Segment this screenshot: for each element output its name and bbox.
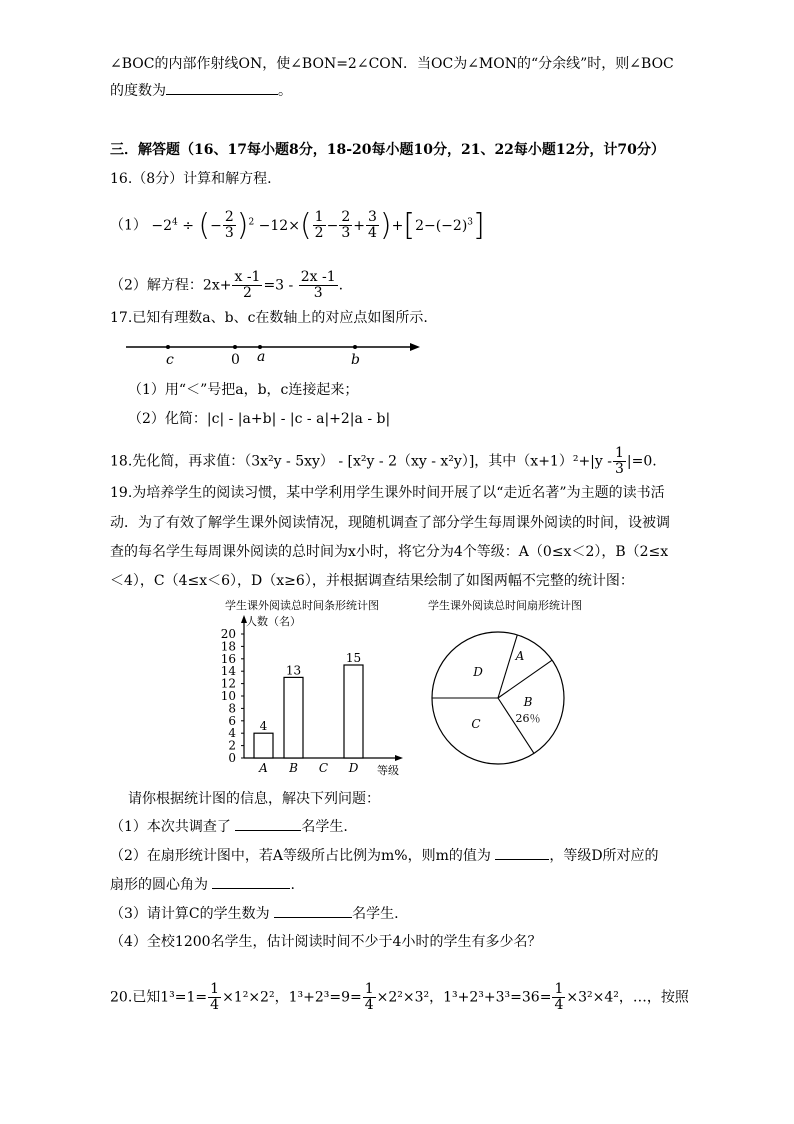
y-tick-label: 12	[220, 676, 236, 691]
slice-value-B: 26％	[515, 712, 541, 725]
answer-blank[interactable]	[212, 888, 290, 889]
bar-chart-title: 学生课外阅读总时间条形统计图	[225, 599, 379, 612]
y-tick-label: 2	[228, 738, 236, 753]
bar-B	[284, 677, 303, 758]
point-c	[166, 345, 170, 349]
label-c: c	[166, 352, 174, 368]
q16-part2: （2）解方程：2x+ $\frac{x -1}{2}$ =3 - $\frac{2x -1}{3}$ .	[110, 269, 344, 301]
q18: 18.先化简，再求值：（3x²y - 5xy） - [x²y - 2（xy - x²y）]，其中（x+1）²+|y - $\frac{1}{3}$ |=0.	[110, 445, 657, 477]
label-0: 0	[231, 352, 240, 368]
q16-title: 16.（8分）计算和解方程.	[110, 171, 272, 187]
q19-prompt: 请你根据统计图的信息，解决下列问题：	[128, 791, 380, 807]
y-tick-label: 10	[220, 689, 236, 703]
x-tick-label: D	[348, 761, 359, 775]
slice-label-C: C	[471, 717, 481, 731]
x-axis-label: 等级	[377, 764, 399, 777]
y-tick-label: 16	[220, 651, 236, 666]
q17-part1: （1）用“＜”号把a，b，c连接起来；	[128, 382, 359, 398]
q19-part3: （3）请计算C的学生数为 名学生.	[110, 906, 399, 922]
answer-blank[interactable]	[274, 917, 352, 918]
y-tick-label: 20	[220, 627, 236, 641]
q19-line2: 动．为了有效了解学生课外阅读情况，现随机调查了部分学生每周课外阅读的时间，设被调	[110, 515, 670, 531]
bar-chart	[200, 612, 410, 780]
point-0	[233, 345, 237, 349]
answer-blank[interactable]	[235, 830, 301, 831]
y-tick-label: 6	[228, 713, 236, 728]
pie-chart-title: 学生课外阅读总时间扇形统计图	[428, 599, 582, 612]
x-tick-label: A	[259, 761, 268, 775]
q16-expression: $-2^4$ ÷ (− $\frac{2}{3}$ )$^2$ −12×( $\frac{1}{2}$ − $\frac{2}{3}$ + $\frac{3}{4}$ )$+[2-(-2)^3]$	[151, 207, 485, 243]
q17-title: 17.已知有理数a、b、c在数轴上的对应点如图所示.	[110, 310, 428, 326]
y-tick-label: 8	[228, 701, 236, 716]
prev-question-line1: ∠BOC的内部作射线ON，使∠BON=2∠CON．当OC为∠MON的“分余线”时，则∠BOC	[110, 56, 674, 72]
q19-line3: 查的每名学生每周课外阅读的总时间为x小时，将它分为4个等级：A（0≤x＜2），B（2≤x	[110, 544, 669, 560]
answer-blank[interactable]	[166, 94, 278, 95]
q19-line4: ＜4），C（4≤x＜6），D（x≥6），并根据调查结果绘制了如图两幅不完整的统计图：	[110, 573, 634, 589]
bar-label-A: 4	[259, 719, 268, 734]
q17-part2: （2）化简：|c| - |a+b| - |c - a|+2|a - b|	[128, 411, 391, 427]
q19-part2: （2）在扇形统计图中，若A等级所占比例为m%，则m的值为 ，等级D所对应的	[110, 848, 659, 864]
bar-A	[254, 733, 273, 758]
pie-chart	[428, 612, 568, 772]
slice-label-A: A	[515, 649, 525, 663]
point-b	[353, 345, 357, 349]
bar-label-B: 13	[285, 663, 302, 678]
q20: 20.已知1³=1= $\frac{1}{4}$ ×1²×2²，1³+2³=9= $\frac{1}{4}$ ×2²×3²，1³+2³+3³=36= $\frac{1}{4}$ ×3²×4²，…，按照	[110, 981, 689, 1013]
y-tick-label: 4	[228, 726, 236, 741]
section-heading: 三．解答题（16、17每小题8分，18-20每小题10分，21、22每小题12分，计70分）	[110, 142, 665, 158]
q19-part4: （4）全校1200名学生，估计阅读时间不少于4小时的学生有多少名？	[110, 934, 542, 950]
y-axis-label: 人数（名）	[246, 615, 301, 628]
y-tick-label: 18	[220, 639, 236, 654]
answer-blank[interactable]	[495, 859, 549, 860]
label-a: a	[257, 349, 266, 365]
x-axis-arrow	[395, 755, 403, 761]
number-line	[120, 336, 430, 370]
label-b: b	[351, 352, 360, 368]
prev-question-line2: 的度数为 。	[110, 83, 292, 99]
x-tick-label: C	[318, 761, 329, 775]
bar-label-D: 15	[345, 651, 362, 665]
x-tick-label: B	[289, 761, 298, 775]
q19-part1: （1）本次共调查了 名学生.	[110, 819, 348, 835]
q16-part1: $(1) -2^4$ ÷ (− $\frac{2}{3}$ )$^2$ −12×( $\frac{1}{2}$ − $\frac{2}{3}$ + $\frac{3}{4}$ )$+[2-(-2)^3]$	[110, 207, 485, 243]
q19-line1: 19.为培养学生的阅读习惯，某中学利用学生课外时间开展了以“走近名著”为主题的读书活	[110, 485, 665, 501]
bar-D	[344, 665, 363, 758]
slice-label-B: B	[523, 695, 533, 709]
q19-part2-cont: 扇形的圆心角为 .	[110, 877, 295, 893]
y-tick-label: 14	[220, 664, 236, 679]
y-tick-label: 0	[228, 751, 236, 765]
slice-label-D: D	[473, 665, 483, 679]
